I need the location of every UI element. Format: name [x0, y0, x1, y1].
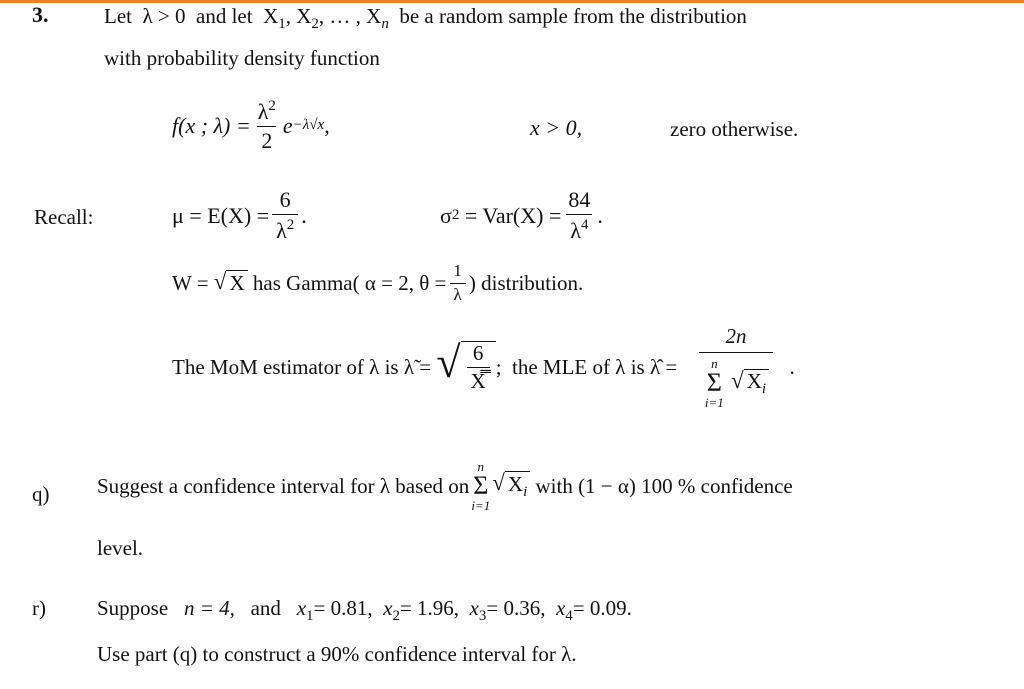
x4-value: $x_4= 0.09$.	[555, 596, 632, 624]
intro-line-2: with probability density function	[104, 46, 380, 70]
part-q-label: q)	[32, 482, 50, 506]
problem-number: 3.	[32, 2, 49, 27]
estimators-line: The MoM estimator of λ is λ̃ = √ $\frac{6}{X̿}$ ; the MLE of λ is λ̂ = 2n n Σ i=1 √ $X_i$ .	[172, 324, 795, 411]
intro-line-1	[104, 4, 747, 33]
sample-list: $X_1$, $X_2$, … , $X_n$	[263, 4, 389, 32]
mle-symbol: λ̂	[649, 354, 661, 379]
part-q-text: Suggest a confidence interval for λ based on n Σ i=1 √ $X_i$ with (1 − α) 100 % confidence	[97, 459, 793, 513]
gamma-line: W = √ X has Gamma( α = 2, θ = $\frac{1}{\lambda}$ ) distribution.	[172, 261, 584, 304]
pdf-domain: x > 0,	[530, 115, 583, 140]
intro-rest: be a random sample from the distribution	[399, 4, 747, 28]
part-r-label: r)	[32, 596, 46, 620]
part-r-line-1: Suppose n = 4, and $x_1= 0.81$, $x_2= 1.96$, $x_3= 0.36$, $x_4= 0.09$.	[97, 596, 632, 624]
mom-sqrt: √ $\frac{6}{X̿}$	[436, 341, 495, 393]
intro-condition: λ > 0	[142, 4, 186, 28]
mom-text: The MoM estimator of λ is	[172, 354, 399, 379]
pdf-exp-base: e	[282, 112, 293, 138]
recall-label: Recall:	[34, 205, 94, 229]
pdf-fraction: $\frac{\lambda^2}{2}$	[257, 98, 276, 154]
pdf-lhs: f(x ; λ) =	[172, 112, 251, 138]
mle-fraction: 2n n Σ i=1 √ $X_i$	[685, 325, 786, 409]
intro-and-let: and let	[196, 4, 253, 28]
mle-text: the MLE of λ is	[512, 354, 645, 379]
mom-symbol: λ̃	[403, 354, 415, 379]
part-r-line-2: Use part (q) to construct a 90% confidence interval for λ.	[97, 642, 577, 666]
x2-value: $x_2= 1.96$,	[383, 596, 460, 624]
variance-formula: σ 2 = Var(X) = $\frac{84}{\lambda^4}$ .	[440, 187, 603, 244]
intro-let: Let	[104, 4, 132, 28]
part-q-line-2: level.	[97, 536, 144, 560]
pdf-otherwise: zero otherwise.	[670, 117, 799, 141]
pdf-formula: f(x ; λ) = $\frac{\lambda^2}{2}$ e −λ√x ,	[172, 98, 330, 154]
x3-value: $x_3= 0.36$,	[469, 596, 546, 624]
top-accent-bar	[0, 0, 1024, 3]
mean-formula: μ = E(X) = $\frac{6}{\lambda^2}$ .	[172, 187, 307, 244]
sum-symbol: n Σ i=1	[471, 459, 491, 513]
x1-value: $x_1= 0.81$,	[296, 596, 373, 624]
pdf-exponent: −λ√x	[292, 117, 325, 134]
